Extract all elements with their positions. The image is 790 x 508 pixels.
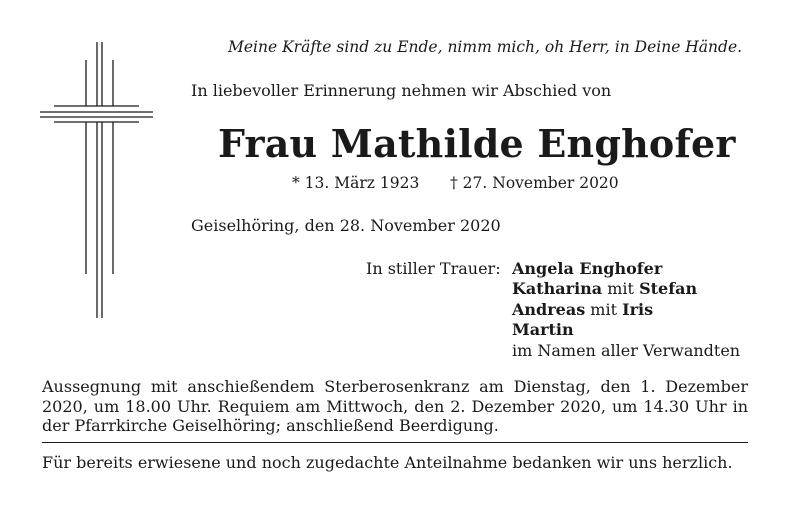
mourner-line	[512, 320, 740, 340]
mourner-name: Andreas	[512, 299, 586, 319]
mourning-label: In stiller Trauer:	[366, 259, 501, 278]
divider	[42, 442, 748, 443]
mourner-partner: Stefan	[639, 279, 698, 299]
mourner-name: Katharina	[512, 279, 603, 299]
intro-line: In liebevoller Erinnerung nehmen wir Abschied von	[191, 81, 612, 100]
birth-date: * 13. März 1923	[292, 174, 420, 192]
place-and-date: Geiselhöring, den 28. November 2020	[191, 216, 501, 235]
motto-verse: Meine Kräfte sind zu Ende, nimm mich, oh Herr, in Deine Hände.	[228, 38, 743, 56]
relatives-note: im Namen aller Verwandten	[512, 340, 741, 360]
death-date: † 27. November 2020	[450, 174, 619, 192]
mourner-line	[512, 279, 740, 299]
mourner-connector: mit	[602, 279, 640, 299]
mourner-line	[512, 259, 740, 279]
mourner-partner: Iris	[622, 299, 654, 319]
thanks-note: Für bereits erwiesene und noch zugedachte Anteilnahme bedanken wir uns herzlich.	[42, 453, 733, 472]
mourners-list	[512, 259, 740, 361]
mourner-name: Martin	[512, 320, 574, 340]
mourner-line	[512, 300, 740, 320]
service-info: Aussegnung mit anschießendem Sterberosenkranz am Dienstag, den 1. Dezember 2020, um 18.00 Uhr. Requiem am Mittwoch, den 2. Dezember 2020, um 14.30 Uhr in der Pfarrkirche Geiselhöring; anschließend Beerdigung.	[42, 377, 748, 435]
mourner-connector: mit	[585, 299, 623, 319]
mourner-name: Angela Enghofer	[512, 259, 663, 278]
cross-icon	[40, 42, 153, 318]
deceased-name: Frau Mathilde Enghofer	[218, 121, 736, 166]
